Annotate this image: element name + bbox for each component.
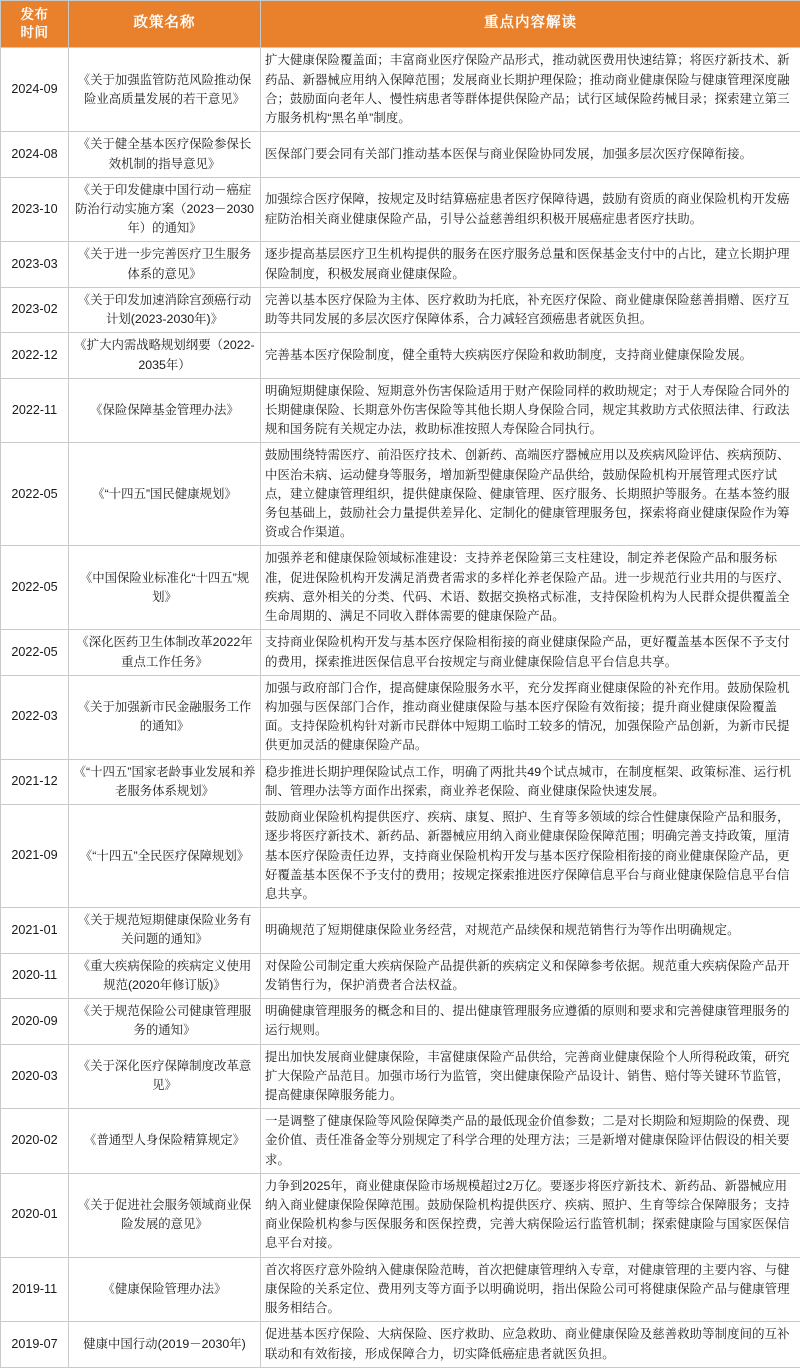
table-row — [1, 177, 800, 242]
cell-policy-name: 《“十四五”国家老龄事业发展和养老服务体系规划》 — [69, 759, 261, 804]
cell-policy-name: 《关于健全基本医疗保险参保长效机制的指导意见》 — [69, 132, 261, 177]
table-row — [1, 1257, 800, 1322]
cell-publish-date: 2019-07 — [1, 1322, 69, 1367]
table-row — [1, 953, 800, 998]
table-row — [1, 805, 800, 908]
table-row — [1, 1322, 800, 1367]
cell-key-content: 逐步提高基层医疗卫生机构提供的服务在医疗服务总量和医保基金支付中的占比，建立长期护理保险制度，积极发展商业健康保险。 — [261, 242, 800, 287]
table-row — [1, 630, 800, 675]
cell-policy-name: 《扩大内需战略规划纲要（2022- 2035年） — [69, 333, 261, 378]
table-row — [1, 48, 800, 132]
cell-publish-date: 2021-09 — [1, 805, 69, 908]
cell-key-content: 明确健康管理服务的概念和目的、提出健康管理服务应遵循的原则和要求和完善健康管理服务的运行规则。 — [261, 999, 800, 1044]
column-header-policy-name: 政策名称 — [69, 1, 261, 48]
cell-publish-date: 2022-05 — [1, 443, 69, 546]
cell-publish-date: 2021-01 — [1, 908, 69, 953]
column-header-key-content: 重点内容解读 — [261, 1, 800, 48]
cell-policy-name: 《“十四五”全民医疗保障规划》 — [69, 805, 261, 908]
cell-key-content: 明确规范了短期健康保险业务经营，对规范产品续保和规范销售行为等作出明确规定。 — [261, 908, 800, 953]
cell-publish-date: 2024-09 — [1, 48, 69, 132]
cell-policy-name: 《关于促进社会服务领域商业保险发展的意见》 — [69, 1173, 261, 1257]
cell-key-content: 促进基本医疗保险、大病保险、医疗救助、应急救助、商业健康保险及慈善救助等制度间的互补联动和有效衔接，形成保障合力，切实降低癌症患者就医负担。 — [261, 1322, 800, 1367]
cell-publish-date: 2019-11 — [1, 1257, 69, 1322]
cell-publish-date: 2023-10 — [1, 177, 69, 242]
cell-policy-name: 《关于加强监管防范风险推动保险业高质量发展的若干意见》 — [69, 48, 261, 132]
cell-policy-name: 《关于印发加速消除宫颈癌行动计划(2023-2030年)》 — [69, 287, 261, 332]
cell-key-content: 完善以基本医疗保险为主体、医疗救助为托底，补充医疗保险、商业健康保险慈善捐赠、医疗互助等共同发展的多层次医疗保障体系，合力减轻宫颈癌患者就医负担。 — [261, 287, 800, 332]
table-row — [1, 443, 800, 546]
table-row — [1, 546, 800, 630]
cell-policy-name: 《“十四五”国民健康规划》 — [69, 443, 261, 546]
table-row — [1, 1109, 800, 1174]
table-row — [1, 908, 800, 953]
table-row — [1, 242, 800, 287]
table-row — [1, 132, 800, 177]
header-row — [1, 1, 800, 48]
cell-key-content: 一是调整了健康保险等风险保障类产品的最低现金价值参数；二是对长期险和短期险的保费、现金价值、责任准备金等分别规定了科学合理的处理方法；三是新增对健康保险评估假设的相关要求。 — [261, 1109, 800, 1174]
column-header-date-line2: 时间 — [21, 25, 49, 40]
column-header-date-line1: 发布 — [21, 7, 49, 22]
cell-key-content: 力争到2025年，商业健康保险市场规模超过2万亿。要逐步将医疗新技术、新药品、新器械应用纳入商业健康保险保障范围。鼓励保险机构提供医疗、疾病、照护、生育等综合保障服务；支持商业保险机构参与医保服务和医保控费，完善大病保险运行监管机制；探索健康险与国家医保信息平台对接。 — [261, 1173, 800, 1257]
table-row — [1, 759, 800, 804]
table-row — [1, 1173, 800, 1257]
cell-publish-date: 2024-08 — [1, 132, 69, 177]
cell-policy-name: 《关于规范短期健康保险业务有关问题的通知》 — [69, 908, 261, 953]
cell-key-content: 稳步推进长期护理保险试点工作，明确了两批共49个试点城市，在制度框架、政策标准、运行机制、管理办法等方面作出探索，商业养老保险、商业健康保险快速发展。 — [261, 759, 800, 804]
table-row — [1, 1044, 800, 1109]
table-row — [1, 675, 800, 759]
cell-key-content: 加强综合医疗保障，按规定及时结算癌症患者医疗保障待遇，鼓励有资质的商业保险机构开发癌症防治相关商业健康保险产品，引导公益慈善组织积极开展癌症患者医疗扶助。 — [261, 177, 800, 242]
table-row — [1, 333, 800, 378]
cell-key-content: 加强养老和健康保险领域标准建设：支持养老保险第三支柱建设，制定养老保险产品和服务标准，促进保险机构开发满足消费者需求的多样化养老保险产品。进一步规范行业共用的与医疗、疾病、意外相关的分类、代码、术语、数据交换格式标准，支持保险机构为人民群众提供覆盖全生命周期的、满足不同收入群体需要的健康保险产品。 — [261, 546, 800, 630]
cell-policy-name: 《健康保险管理办法》 — [69, 1257, 261, 1322]
cell-publish-date: 2022-03 — [1, 675, 69, 759]
cell-publish-date: 2022-05 — [1, 546, 69, 630]
cell-publish-date: 2021-12 — [1, 759, 69, 804]
table-row — [1, 378, 800, 443]
table-body — [1, 48, 800, 1367]
cell-key-content: 完善基本医疗保险制度，健全重特大疾病医疗保险和救助制度，支持商业健康保险发展。 — [261, 333, 800, 378]
column-header-date — [1, 1, 69, 48]
cell-publish-date: 2022-12 — [1, 333, 69, 378]
table-row — [1, 999, 800, 1044]
cell-policy-name: 《重大疾病保险的疾病定义使用规范(2020年修订版)》 — [69, 953, 261, 998]
cell-policy-name: 《关于印发健康中国行动－癌症防治行动实施方案（2023－2030年）的通知》 — [69, 177, 261, 242]
cell-policy-name: 《中国保险业标准化“十四五”规划》 — [69, 546, 261, 630]
cell-publish-date: 2020-03 — [1, 1044, 69, 1109]
cell-key-content: 首次将医疗意外险纳入健康保险范畴，首次把健康管理纳入专章，对健康管理的主要内容、与健康保险的关系定位、费用列支等方面予以明确说明，指出保险公司可将健康保险产品与健康管理服务相结合。 — [261, 1257, 800, 1322]
cell-policy-name: 《保险保障基金管理办法》 — [69, 378, 261, 443]
cell-key-content: 医保部门要会同有关部门推动基本医保与商业保险协同发展，加强多层次医疗保障衔接。 — [261, 132, 800, 177]
cell-publish-date: 2022-11 — [1, 378, 69, 443]
table-row — [1, 287, 800, 332]
cell-publish-date: 2022-05 — [1, 630, 69, 675]
cell-publish-date: 2020-01 — [1, 1173, 69, 1257]
cell-policy-name: 《关于规范保险公司健康管理服务的通知》 — [69, 999, 261, 1044]
cell-policy-name: 健康中国行动(2019－2030年) — [69, 1322, 261, 1367]
cell-key-content: 明确短期健康保险、短期意外伤害保险适用于财产保险同样的救助规定；对于人寿保险合同外的长期健康保险、长期意外伤害保险等其他长期人身保险合同，规定其救助方式依照法律、行政法规和国务院有关规定办法，救助标准按照人寿保险合同执行。 — [261, 378, 800, 443]
cell-policy-name: 《关于深化医疗保障制度改革意见》 — [69, 1044, 261, 1109]
cell-key-content: 扩大健康保险覆盖面；丰富商业医疗保险产品形式，推动就医费用快速结算；将医疗新技术、新药品、新器械应用纳入保障范围；发展商业长期护理保险；推动商业健康保险与健康管理深度融合；鼓励面向老年人、慢性病患者等群体提供保险产品；试行区域保险药械目录；探索建立第三方服务机构“黑名单”制度。 — [261, 48, 800, 132]
cell-policy-name: 《关于进一步完善医疗卫生服务体系的意见》 — [69, 242, 261, 287]
cell-publish-date: 2023-03 — [1, 242, 69, 287]
cell-key-content: 提出加快发展商业健康保险，丰富健康保险产品供给，完善商业健康保险个人所得税政策，研究扩大保险产品范目。加强市场行为监管，突出健康保险产品设计、销售、赔付等关键环节监管，提高健康保障服务能力。 — [261, 1044, 800, 1109]
cell-key-content: 支持商业保险机构开发与基本医疗保险相衔接的商业健康保险产品，更好覆盖基本医保不予支付的费用，探索推进医保信息平台按规定与商业健康保险信息平台信息共享。 — [261, 630, 800, 675]
cell-publish-date: 2023-02 — [1, 287, 69, 332]
cell-publish-date: 2020-11 — [1, 953, 69, 998]
cell-key-content: 对保险公司制定重大疾病保险产品提供新的疾病定义和保障参考依据。规范重大疾病保险产品开发销售行为，保护消费者合法权益。 — [261, 953, 800, 998]
cell-policy-name: 《普通型人身保险精算规定》 — [69, 1109, 261, 1174]
cell-publish-date: 2020-09 — [1, 999, 69, 1044]
cell-key-content: 鼓励围绕特需医疗、前沿医疗技术、创新药、高端医疗器械应用以及疾病风险评估、疾病预防、中医治未病、运动健身等服务，增加新型健康保险产品供给，鼓励保险机构开展管理式医疗试点，建立健康管理组织，提供健康保险、健康管理、医疗服务、长期照护等服务。在基本签约服务包基础上，鼓励社会力量提供差异化、定制化的健康管理服务包，探索将商业健康保险作为筹资或合作渠道。 — [261, 443, 800, 546]
cell-key-content: 加强与政府部门合作，提高健康保险服务水平，充分发挥商业健康保险的补充作用。鼓励保险机构加强与医保部门合作，推动商业健康保险与基本医疗保险有效衔接；提升商业健康保险覆盖面。支持保险机构针对新市民群体中短期工临时工较多的情况，加强保险产品创新，为新市民提供更加灵活的健康保险产品。 — [261, 675, 800, 759]
cell-key-content: 鼓励商业保险机构提供医疗、疾病、康复、照护、生育等多领域的综合性健康保险产品和服务，逐步将医疗新技术、新药品、新器械应用纳入商业健康保险保障范围；明确完善支持政策，厘清基本医疗保险责任边界，支持商业保险机构开发与基本医疗保险相衔接的商业健康保险产品，更好覆盖基本医保不予支付的费用；按规定探索推进医疗保障信息平台与商业健康保险信息平台信息共享。 — [261, 805, 800, 908]
cell-policy-name: 《关于加强新市民金融服务工作的通知》 — [69, 675, 261, 759]
table-header — [1, 1, 800, 48]
cell-publish-date: 2020-02 — [1, 1109, 69, 1174]
cell-policy-name: 《深化医药卫生体制改革2022年重点工作任务》 — [69, 630, 261, 675]
